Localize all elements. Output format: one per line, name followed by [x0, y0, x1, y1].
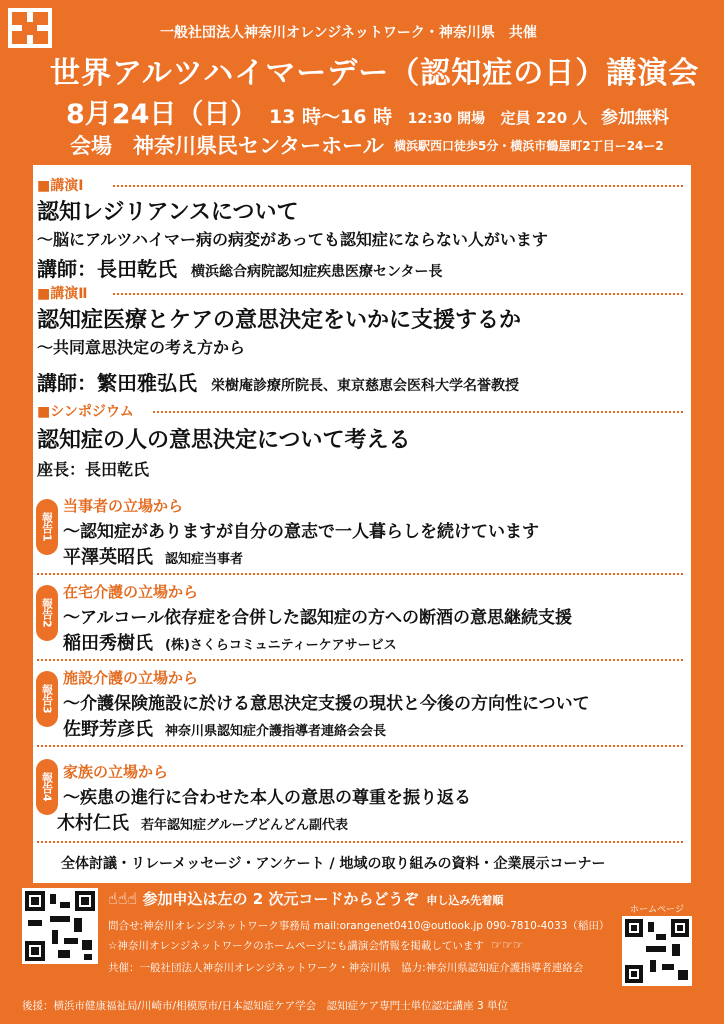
report-divider	[37, 745, 683, 747]
report-badge: 報告4	[36, 759, 58, 815]
report-heading: 家族の立場から	[63, 763, 169, 781]
section-divider	[113, 293, 683, 295]
report-affiliation: 認知症当事者	[165, 552, 244, 567]
lecture1-subtitle: 〜脳にアルツハイマー病の病変があっても認知症にならない人がいます	[37, 230, 548, 249]
report-badge: 報告3	[36, 671, 58, 727]
report-affiliation: 神奈川県認知症介護指導者連絡会会長	[165, 724, 387, 739]
symposium-title: 認知症の人の意思決定について考える	[37, 428, 411, 453]
report-affiliation: (株)さくらコミュニティーケアサービス	[165, 638, 397, 653]
report-affiliation: 若年認知症グループどんどん副代表	[141, 818, 348, 833]
event-time: 13 時〜16 時	[268, 106, 393, 128]
report-divider	[37, 841, 683, 843]
report-divider	[37, 573, 683, 575]
discussion-line: 全体討議・リレーメッセージ・アンケート / 地域の取り組みの資料・企業展示コーナー	[61, 856, 606, 872]
event-date: 8月24日（日）	[66, 99, 258, 130]
report-title: 〜アルコール依存症を合併した認知症の方への断酒の意思継続支援	[63, 608, 572, 628]
report-speaker-line	[57, 809, 348, 835]
homepage-label: ホームページ	[630, 905, 684, 915]
lecture2-lecturer: 講師：繁田雅弘氏	[37, 371, 197, 395]
report-speaker: 平澤英昭氏	[63, 547, 153, 568]
program-panel	[33, 165, 691, 883]
homepage-note	[108, 938, 524, 953]
report-badge: 報告2	[36, 585, 58, 641]
lecture2-subtitle: 〜共同意思決定の考え方から	[37, 338, 246, 357]
event-title: 世界アルツハイマーデー（認知症の日）講演会	[50, 56, 700, 91]
lecture2-lecturer-line	[37, 367, 519, 396]
report-heading: 施設介護の立場から	[63, 669, 199, 687]
lecture2-title: 認知症医療とケアの意思決定をいかに支援するか	[37, 308, 522, 333]
lecture1-label: ■講演Ⅰ	[37, 178, 84, 194]
report-heading: 当事者の立場から	[63, 497, 184, 515]
capacity: 定員 220 人	[500, 109, 588, 127]
lecture1-title: 認知レジリアンスについて	[37, 200, 299, 225]
contact-info: 問合せ:神奈川オレンジネットワーク事務局 mail:orangenet0410@outlook.jp 090-7810-4033（稲田）	[108, 920, 610, 932]
lecture1-lecturer: 講師：長田乾氏	[37, 257, 177, 281]
section-divider	[153, 411, 683, 413]
homepage-qr-code[interactable]	[622, 916, 692, 986]
application-qr-code[interactable]	[22, 888, 98, 964]
apply-text: 参加申込は左の 2 次元コードからどうぞ	[142, 890, 419, 908]
report-title: 〜疾患の進行に合わせた本人の意思の尊重を振り返る	[63, 788, 471, 808]
report-speaker: 佐野芳彦氏	[63, 719, 153, 740]
report-speaker-line	[63, 629, 397, 655]
date-line	[66, 92, 669, 131]
symposium-chair: 座長：長田乾氏	[37, 460, 150, 479]
homepage-note-text: ☆神奈川オレンジネットワークのホームページにも講演会情報を掲載しています	[108, 940, 484, 952]
report-speaker-line	[63, 543, 243, 569]
lecture2-affiliation: 栄樹庵診療所院長、東京慈恵会医科大学名誉教授	[211, 378, 519, 394]
open-time: 12:30 開場	[407, 111, 486, 127]
lecture1-affiliation: 横浜総合病院認知症疾患医療センター長	[191, 264, 443, 280]
report-divider	[37, 659, 683, 661]
pointing-hand-icon: ☞☞☞	[491, 938, 524, 952]
fee: 参加無料	[601, 108, 670, 128]
organization-logo	[8, 8, 52, 48]
report-title: 〜介護保険施設に於ける意思決定支援の現状と今後の方向性について	[63, 694, 590, 714]
organizer-text: 一般社団法人神奈川オレンジネットワーク・神奈川県 共催	[160, 25, 537, 41]
apply-line	[108, 888, 503, 909]
hand-pointer-icon: ☝☝☝	[108, 889, 138, 908]
venue-name: 会場 神奈川県民センターホール	[70, 134, 384, 158]
report-heading: 在宅介護の立場から	[63, 583, 199, 601]
cohost-info: 共催：一般社団法人神奈川オレンジネットワーク・神奈川県 協力:神奈川県認知症介護指導者連絡会	[108, 962, 584, 974]
section-divider	[113, 185, 683, 187]
report-speaker: 稲田秀樹氏	[63, 633, 153, 654]
report-speaker-line	[63, 715, 386, 741]
lecture2-label: ■講演Ⅱ	[37, 286, 88, 302]
report-badge: 報告1	[36, 499, 58, 555]
report-title: 〜認知症がありますが自分の意志で一人暮らしを続けています	[63, 522, 539, 542]
venue-address: 横浜駅西口徒歩5分・横浜市鶴屋町2丁目ー24ー2	[394, 139, 664, 153]
apply-note: 申し込み先着順	[426, 894, 504, 907]
report-speaker: 木村仁氏	[57, 813, 129, 834]
supporters-info: 後援：横浜市健康福祉局/川崎市/相模原市/日本認知症ケア学会 認知症ケア専門士単位認定講座 3 単位	[22, 1000, 508, 1012]
symposium-label: ■シンポジウム	[37, 404, 134, 420]
lecture1-lecturer-line	[37, 253, 442, 282]
